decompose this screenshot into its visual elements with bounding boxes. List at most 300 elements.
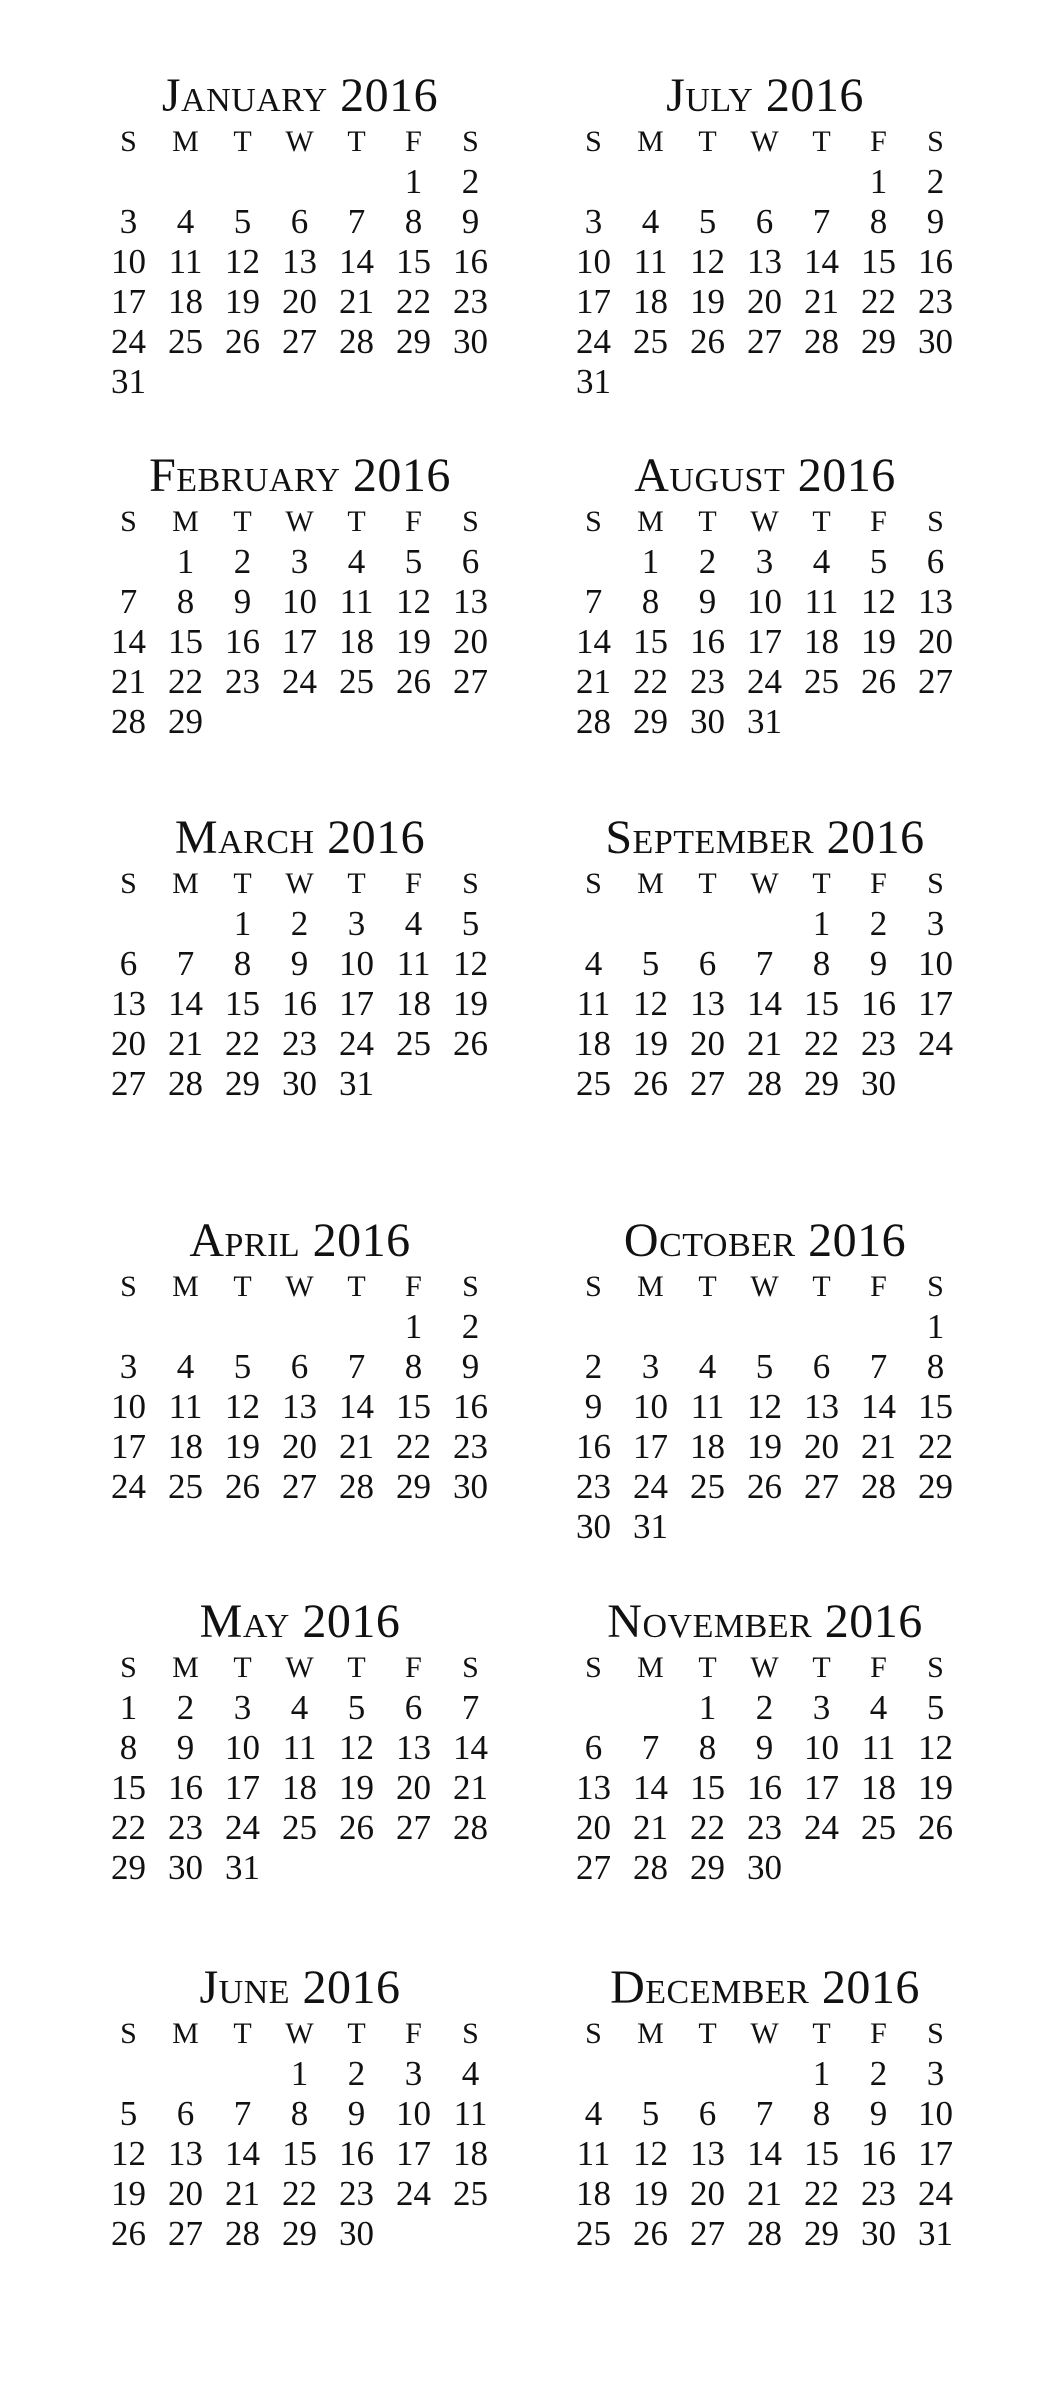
day-cell: 1 [812, 904, 831, 943]
month-year: 2016 [797, 449, 896, 502]
day-cell: 4 [176, 1347, 195, 1386]
day-cell: 22 [861, 282, 896, 321]
month-name: December [610, 1961, 810, 2014]
day-cell: 21 [633, 1808, 668, 1847]
day-cell: 25 [576, 1064, 611, 1103]
day-cell: 24 [576, 322, 611, 361]
day-cell: 29 [690, 1848, 725, 1887]
weekday-header: F [405, 1270, 422, 1303]
month-april [100, 1215, 500, 1507]
day-cell: 16 [747, 1768, 782, 1807]
weekday-header: T [347, 2017, 366, 2050]
day-cell: 16 [453, 242, 488, 281]
day-cell: 17 [282, 622, 317, 661]
month-august [565, 450, 965, 742]
day-cell: 29 [282, 2214, 317, 2253]
day-cell: 30 [576, 1507, 611, 1546]
month-may [100, 1596, 500, 1888]
month-year: 2016 [302, 1595, 401, 1648]
weekday-header: T [233, 1651, 252, 1684]
day-cell: 8 [176, 582, 195, 621]
day-cell: 1 [812, 2054, 831, 2093]
day-cell: 15 [168, 622, 203, 661]
day-cell: 12 [339, 1728, 374, 1767]
weekday-header: S [585, 2017, 602, 2050]
day-cell: 16 [861, 984, 896, 1023]
day-cell: 21 [747, 2174, 782, 2213]
day-cell: 19 [918, 1768, 953, 1807]
day-cell: 11 [168, 242, 203, 281]
day-cell: 31 [747, 702, 782, 741]
empty-day-cell [679, 1307, 736, 1347]
day-cell: 9 [290, 944, 309, 983]
day-cell: 24 [111, 1467, 146, 1506]
weekday-header: T [698, 867, 717, 900]
day-cell: 24 [111, 322, 146, 361]
day-cell: 18 [633, 282, 668, 321]
day-cell: 26 [861, 662, 896, 701]
day-cell: 7 [869, 1347, 888, 1386]
day-cell: 17 [918, 984, 953, 1023]
day-cell: 12 [111, 2134, 146, 2173]
day-cell: 5 [755, 1347, 774, 1386]
month-year: 2016 [312, 1214, 411, 1267]
weekday-header: S [927, 505, 944, 538]
day-cell: 6 [290, 202, 309, 241]
empty-day-cell [100, 2054, 157, 2094]
day-cell: 19 [453, 984, 488, 1023]
day-cell: 7 [119, 582, 138, 621]
day-cell: 9 [347, 2094, 366, 2133]
day-cell: 15 [804, 984, 839, 1023]
day-cell: 5 [698, 202, 717, 241]
weekday-header: T [698, 1270, 717, 1303]
day-cell: 27 [396, 1808, 431, 1847]
day-cell: 22 [804, 1024, 839, 1063]
day-cell: 15 [396, 1387, 431, 1426]
weekday-header: F [870, 505, 887, 538]
day-cell: 9 [755, 1728, 774, 1767]
day-cell: 27 [804, 1467, 839, 1506]
day-cell: 27 [168, 2214, 203, 2253]
day-cell: 15 [918, 1387, 953, 1426]
day-cell: 22 [690, 1808, 725, 1847]
day-cell: 10 [396, 2094, 431, 2133]
month-name: July [666, 69, 754, 122]
day-cell: 20 [918, 622, 953, 661]
day-cell: 5 [641, 944, 660, 983]
day-cell: 27 [690, 2214, 725, 2253]
month-day-grid [565, 864, 965, 1104]
day-cell: 31 [633, 1507, 668, 1546]
day-cell: 23 [861, 2174, 896, 2213]
day-cell: 27 [690, 1064, 725, 1103]
day-cell: 24 [282, 662, 317, 701]
day-cell: 2 [698, 542, 717, 581]
day-cell: 25 [633, 322, 668, 361]
day-cell: 25 [453, 2174, 488, 2213]
weekday-header: W [285, 1651, 314, 1684]
day-cell: 14 [861, 1387, 896, 1426]
day-cell: 4 [641, 202, 660, 241]
day-cell: 2 [584, 1347, 603, 1386]
weekday-header: T [347, 1270, 366, 1303]
day-cell: 19 [633, 2174, 668, 2213]
empty-day-cell [622, 1688, 679, 1728]
day-cell: 5 [347, 1688, 366, 1727]
day-cell: 19 [690, 282, 725, 321]
day-cell: 20 [111, 1024, 146, 1063]
weekday-header: S [927, 867, 944, 900]
weekday-header: M [637, 1270, 664, 1303]
month-name: August [634, 449, 786, 502]
empty-day-cell [157, 904, 214, 944]
month-title [565, 1962, 965, 2014]
weekday-header: S [462, 867, 479, 900]
day-cell: 10 [339, 944, 374, 983]
day-cell: 9 [461, 202, 480, 241]
weekday-header: S [462, 1270, 479, 1303]
day-cell: 8 [119, 1728, 138, 1767]
day-cell: 23 [861, 1024, 896, 1063]
day-cell: 2 [290, 904, 309, 943]
day-cell: 3 [119, 1347, 138, 1386]
weekday-header: S [585, 125, 602, 158]
month-day-grid [100, 2014, 500, 2254]
month-october [565, 1215, 965, 1547]
weekday-header: T [347, 867, 366, 900]
day-cell: 24 [918, 2174, 953, 2213]
day-cell: 18 [396, 984, 431, 1023]
month-title [100, 1962, 500, 2014]
weekday-header: W [750, 125, 779, 158]
day-cell: 15 [633, 622, 668, 661]
day-cell: 11 [453, 2094, 488, 2133]
day-cell: 6 [290, 1347, 309, 1386]
month-year: 2016 [302, 1961, 401, 2014]
day-cell: 2 [233, 542, 252, 581]
weekday-header: T [233, 1270, 252, 1303]
day-cell: 12 [690, 242, 725, 281]
day-cell: 1 [290, 2054, 309, 2093]
day-cell: 28 [453, 1808, 488, 1847]
day-cell: 4 [347, 542, 366, 581]
weekday-header: T [698, 2017, 717, 2050]
weekday-header: M [637, 867, 664, 900]
weekday-header: W [750, 1270, 779, 1303]
weekday-header: M [172, 1270, 199, 1303]
weekday-header: W [750, 867, 779, 900]
day-cell: 6 [926, 542, 945, 581]
day-cell: 15 [225, 984, 260, 1023]
empty-day-cell [100, 1307, 157, 1347]
empty-day-cell [271, 1307, 328, 1347]
day-cell: 25 [168, 322, 203, 361]
day-cell: 14 [168, 984, 203, 1023]
day-cell: 31 [339, 1064, 374, 1103]
day-cell: 16 [690, 622, 725, 661]
day-cell: 28 [747, 1064, 782, 1103]
weekday-header: T [347, 505, 366, 538]
day-cell: 20 [576, 1808, 611, 1847]
day-cell: 28 [861, 1467, 896, 1506]
day-cell: 28 [804, 322, 839, 361]
day-cell: 26 [453, 1024, 488, 1063]
day-cell: 10 [633, 1387, 668, 1426]
month-year: 2016 [340, 69, 439, 122]
day-cell: 23 [453, 1427, 488, 1466]
day-cell: 20 [282, 1427, 317, 1466]
day-cell: 24 [804, 1808, 839, 1847]
day-cell: 23 [747, 1808, 782, 1847]
day-cell: 8 [404, 202, 423, 241]
month-title [100, 1596, 500, 1648]
day-cell: 6 [119, 944, 138, 983]
day-cell: 16 [861, 2134, 896, 2173]
weekday-header: S [927, 2017, 944, 2050]
day-cell: 24 [633, 1467, 668, 1506]
day-cell: 19 [225, 1427, 260, 1466]
day-cell: 2 [461, 1307, 480, 1346]
empty-day-cell [850, 1307, 907, 1347]
day-cell: 28 [339, 1467, 374, 1506]
day-cell: 4 [584, 944, 603, 983]
day-cell: 7 [347, 1347, 366, 1386]
day-cell: 22 [111, 1808, 146, 1847]
day-cell: 11 [690, 1387, 725, 1426]
day-cell: 3 [347, 904, 366, 943]
day-cell: 13 [576, 1768, 611, 1807]
month-year: 2016 [327, 811, 426, 864]
day-cell: 20 [282, 282, 317, 321]
month-december [565, 1962, 965, 2254]
day-cell: 12 [633, 984, 668, 1023]
day-cell: 29 [804, 2214, 839, 2253]
empty-day-cell [736, 904, 793, 944]
weekday-header: F [405, 867, 422, 900]
day-cell: 6 [812, 1347, 831, 1386]
weekday-header: M [172, 2017, 199, 2050]
empty-day-cell [622, 162, 679, 202]
day-cell: 6 [176, 2094, 195, 2133]
day-cell: 7 [755, 2094, 774, 2133]
day-cell: 3 [119, 202, 138, 241]
day-cell: 2 [347, 2054, 366, 2093]
day-cell: 11 [168, 1387, 203, 1426]
day-cell: 26 [690, 322, 725, 361]
month-title [100, 70, 500, 122]
weekday-header: W [750, 2017, 779, 2050]
empty-day-cell [100, 904, 157, 944]
month-title [565, 812, 965, 864]
month-year: 2016 [765, 69, 864, 122]
day-cell: 19 [225, 282, 260, 321]
day-cell: 3 [926, 904, 945, 943]
day-cell: 23 [690, 662, 725, 701]
day-cell: 1 [233, 904, 252, 943]
month-day-grid [100, 502, 500, 742]
day-cell: 22 [282, 2174, 317, 2213]
day-cell: 25 [339, 662, 374, 701]
day-cell: 13 [690, 2134, 725, 2173]
day-cell: 30 [339, 2214, 374, 2253]
day-cell: 28 [111, 702, 146, 741]
empty-day-cell [679, 162, 736, 202]
empty-day-cell [565, 2054, 622, 2094]
empty-day-cell [565, 904, 622, 944]
day-cell: 8 [812, 944, 831, 983]
day-cell: 21 [861, 1427, 896, 1466]
day-cell: 7 [755, 944, 774, 983]
weekday-header: W [285, 1270, 314, 1303]
day-cell: 15 [690, 1768, 725, 1807]
day-cell: 16 [918, 242, 953, 281]
weekday-header: S [120, 505, 137, 538]
day-cell: 9 [461, 1347, 480, 1386]
day-cell: 12 [396, 582, 431, 621]
day-cell: 4 [461, 2054, 480, 2093]
weekday-header: T [812, 867, 831, 900]
month-name: September [605, 811, 815, 864]
day-cell: 29 [396, 1467, 431, 1506]
month-name: June [199, 1961, 291, 2014]
day-cell: 8 [812, 2094, 831, 2133]
day-cell: 25 [396, 1024, 431, 1063]
day-cell: 13 [804, 1387, 839, 1426]
day-cell: 22 [225, 1024, 260, 1063]
empty-day-cell [214, 162, 271, 202]
month-title [565, 450, 965, 502]
weekday-header: F [870, 867, 887, 900]
day-cell: 17 [633, 1427, 668, 1466]
day-cell: 15 [111, 1768, 146, 1807]
weekday-header: T [347, 1651, 366, 1684]
day-cell: 14 [804, 242, 839, 281]
month-year: 2016 [821, 1961, 920, 2014]
weekday-header: T [233, 867, 252, 900]
day-cell: 11 [576, 2134, 611, 2173]
day-cell: 21 [225, 2174, 260, 2213]
empty-day-cell [793, 1307, 850, 1347]
day-cell: 30 [861, 1064, 896, 1103]
weekday-header: W [285, 867, 314, 900]
weekday-header: T [347, 125, 366, 158]
weekday-header: F [870, 2017, 887, 2050]
day-cell: 20 [690, 1024, 725, 1063]
empty-day-cell [328, 162, 385, 202]
day-cell: 19 [111, 2174, 146, 2213]
day-cell: 26 [918, 1808, 953, 1847]
day-cell: 7 [347, 202, 366, 241]
day-cell: 12 [918, 1728, 953, 1767]
day-cell: 20 [690, 2174, 725, 2213]
day-cell: 16 [282, 984, 317, 1023]
day-cell: 17 [804, 1768, 839, 1807]
day-cell: 31 [918, 2214, 953, 2253]
weekday-header: W [285, 2017, 314, 2050]
day-cell: 12 [747, 1387, 782, 1426]
day-cell: 22 [918, 1427, 953, 1466]
day-cell: 16 [576, 1427, 611, 1466]
day-cell: 2 [869, 904, 888, 943]
day-cell: 18 [339, 622, 374, 661]
day-cell: 9 [926, 202, 945, 241]
day-cell: 31 [576, 362, 611, 401]
month-january [100, 70, 500, 402]
day-cell: 16 [168, 1768, 203, 1807]
day-cell: 9 [869, 2094, 888, 2133]
weekday-header: S [120, 867, 137, 900]
day-cell: 24 [225, 1808, 260, 1847]
day-cell: 23 [282, 1024, 317, 1063]
day-cell: 5 [641, 2094, 660, 2133]
day-cell: 18 [453, 2134, 488, 2173]
empty-day-cell [565, 542, 622, 582]
day-cell: 16 [339, 2134, 374, 2173]
day-cell: 11 [633, 242, 668, 281]
day-cell: 16 [225, 622, 260, 661]
day-cell: 1 [404, 162, 423, 201]
day-cell: 29 [918, 1467, 953, 1506]
weekday-header: S [462, 2017, 479, 2050]
day-cell: 28 [339, 322, 374, 361]
day-cell: 21 [339, 1427, 374, 1466]
month-title [100, 1215, 500, 1267]
day-cell: 25 [690, 1467, 725, 1506]
day-cell: 22 [804, 2174, 839, 2213]
day-cell: 22 [168, 662, 203, 701]
month-july [565, 70, 965, 402]
day-cell: 25 [576, 2214, 611, 2253]
day-cell: 18 [861, 1768, 896, 1807]
day-cell: 6 [404, 1688, 423, 1727]
day-cell: 1 [641, 542, 660, 581]
month-title [565, 70, 965, 122]
month-march [100, 812, 500, 1104]
weekday-header: F [870, 1270, 887, 1303]
day-cell: 15 [861, 242, 896, 281]
day-cell: 27 [918, 662, 953, 701]
empty-day-cell [679, 2054, 736, 2094]
day-cell: 18 [690, 1427, 725, 1466]
day-cell: 24 [918, 1024, 953, 1063]
day-cell: 4 [812, 542, 831, 581]
weekday-header: S [585, 1651, 602, 1684]
day-cell: 12 [453, 944, 488, 983]
day-cell: 3 [926, 2054, 945, 2093]
empty-day-cell [736, 1307, 793, 1347]
day-cell: 27 [111, 1064, 146, 1103]
day-cell: 27 [282, 322, 317, 361]
day-cell: 2 [461, 162, 480, 201]
day-cell: 1 [869, 162, 888, 201]
day-cell: 13 [690, 984, 725, 1023]
day-cell: 11 [282, 1728, 317, 1767]
weekday-header: M [172, 867, 199, 900]
day-cell: 30 [168, 1848, 203, 1887]
day-cell: 25 [282, 1808, 317, 1847]
weekday-header: W [750, 505, 779, 538]
day-cell: 20 [168, 2174, 203, 2213]
day-cell: 2 [176, 1688, 195, 1727]
day-cell: 17 [747, 622, 782, 661]
day-cell: 3 [290, 542, 309, 581]
day-cell: 12 [861, 582, 896, 621]
day-cell: 17 [111, 1427, 146, 1466]
weekday-header: W [285, 125, 314, 158]
day-cell: 17 [111, 282, 146, 321]
weekday-header: S [462, 505, 479, 538]
